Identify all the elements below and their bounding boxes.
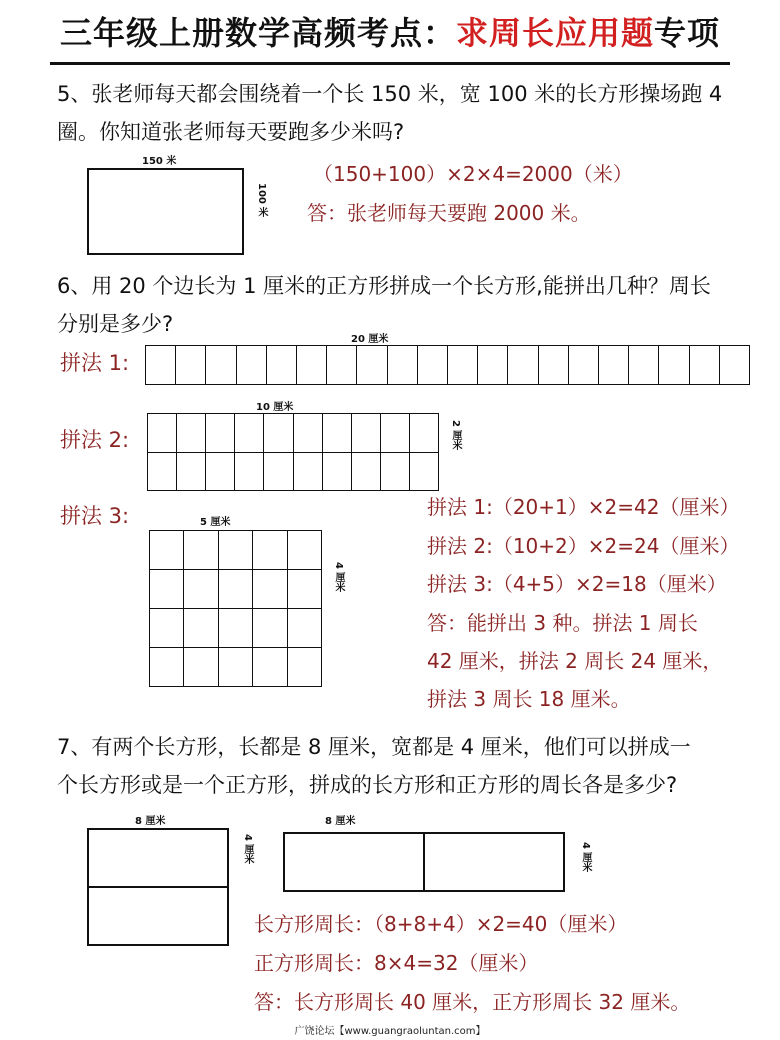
unit-square	[410, 453, 439, 492]
unit-square	[148, 414, 177, 453]
q6-method1-label: 拼法 1:	[60, 351, 130, 375]
unit-square	[327, 346, 357, 385]
unit-square	[690, 346, 720, 385]
unit-square	[288, 570, 322, 609]
unit-square	[146, 346, 176, 385]
q6-method1-grid	[145, 345, 750, 385]
unit-square	[184, 609, 218, 648]
title-underline	[50, 62, 730, 65]
q7-figb-width: 4 厘米	[580, 842, 591, 873]
unit-square	[219, 648, 253, 687]
q7-long-rect-left	[283, 832, 425, 892]
q7-figa-length: 8 厘米	[135, 816, 166, 827]
q6-method3-width: 4 厘米	[333, 562, 344, 593]
footer-source: 广饶论坛【www.guangraoluntan.com】	[294, 1026, 486, 1037]
q7-figb-length: 8 厘米	[325, 816, 356, 827]
unit-square	[184, 531, 218, 570]
unit-square	[206, 414, 235, 453]
q5-text-line2: 圈。你知道张老师每天要跑多少米吗?	[57, 120, 405, 144]
unit-square	[150, 609, 184, 648]
q6-calc2: 拼法 2:（10+2）×2=24（厘米）	[427, 534, 740, 558]
unit-square	[235, 414, 264, 453]
unit-square	[599, 346, 629, 385]
unit-square	[478, 346, 508, 385]
q5-width-label: 100 米	[256, 183, 267, 218]
unit-square	[720, 346, 750, 385]
q7-text-line1: 7、有两个长方形，长都是 8 厘米，宽都是 4 厘米，他们可以拼成一	[57, 735, 691, 759]
title-colon: ：	[422, 14, 456, 52]
q5-answer: 答：张老师每天要跑 2000 米。	[307, 201, 591, 225]
unit-square	[253, 570, 287, 609]
q6-method3-grid	[149, 530, 322, 687]
unit-square	[177, 453, 206, 492]
unit-square	[629, 346, 659, 385]
unit-square	[219, 570, 253, 609]
q6-method1-length: 20 厘米	[351, 334, 389, 345]
unit-square	[206, 346, 236, 385]
q6-method2-grid	[147, 413, 439, 491]
unit-square	[323, 453, 352, 492]
q7-square-bottom-rect	[87, 886, 229, 946]
unit-square	[264, 414, 293, 453]
unit-square	[177, 414, 206, 453]
q6-method2-label: 拼法 2:	[60, 428, 130, 452]
q5-text-line1: 5、张老师每天都会围绕着一个长 150 米，宽 100 米的长方形操场跑 4	[57, 82, 723, 106]
q7-long-rect-right	[423, 832, 565, 892]
q7-text-line2: 个长方形或是一个正方形，拼成的长方形和正方形的周长各是多少?	[57, 773, 678, 797]
title-main: 三年级上册数学高频考点	[59, 14, 423, 52]
q6-calc3: 拼法 3:（4+5）×2=18（厘米）	[427, 572, 727, 596]
q6-method3-label: 拼法 3:	[60, 504, 130, 528]
unit-square	[410, 414, 439, 453]
unit-square	[150, 531, 184, 570]
q7-calc-rectangle: 长方形周长：（8+8+4）×2=40（厘米）	[254, 912, 628, 936]
title-topic: 求周长应用题	[456, 14, 655, 52]
unit-square	[294, 414, 323, 453]
unit-square	[148, 453, 177, 492]
unit-square	[448, 346, 478, 385]
q7-figa-width: 4 厘米	[242, 834, 253, 865]
unit-square	[352, 453, 381, 492]
unit-square	[253, 609, 287, 648]
q7-square-top-rect	[87, 828, 229, 888]
unit-square	[381, 414, 410, 453]
unit-square	[184, 648, 218, 687]
unit-square	[323, 414, 352, 453]
unit-square	[206, 453, 235, 492]
page-title	[0, 8, 780, 54]
q6-method3-length: 5 厘米	[200, 517, 231, 528]
q6-answer-line1: 答：能拼出 3 种。拼法 1 周长	[427, 611, 698, 635]
q7-calc-square: 正方形周长：8×4=32（厘米）	[254, 951, 539, 975]
title-suffix: 专项	[654, 14, 721, 52]
unit-square	[253, 648, 287, 687]
unit-square	[357, 346, 387, 385]
unit-square	[539, 346, 569, 385]
unit-square	[253, 531, 287, 570]
q6-text-line1: 6、用 20 个边长为 1 厘米的正方形拼成一个长方形,能拼出几种？周长	[57, 274, 711, 298]
q7-answer: 答：长方形周长 40 厘米，正方形周长 32 厘米。	[254, 990, 691, 1014]
unit-square	[237, 346, 267, 385]
unit-square	[569, 346, 599, 385]
unit-square	[288, 609, 322, 648]
unit-square	[388, 346, 418, 385]
unit-square	[219, 531, 253, 570]
unit-square	[381, 453, 410, 492]
unit-square	[150, 570, 184, 609]
unit-square	[288, 531, 322, 570]
unit-square	[297, 346, 327, 385]
q5-field-rectangle	[87, 168, 244, 255]
unit-square	[176, 346, 206, 385]
unit-square	[184, 570, 218, 609]
q6-answer-line3: 拼法 3 周长 18 厘米。	[427, 687, 631, 711]
unit-square	[150, 648, 184, 687]
q6-method2-width: 2 厘米	[450, 420, 461, 451]
unit-square	[267, 346, 297, 385]
unit-square	[659, 346, 689, 385]
unit-square	[219, 609, 253, 648]
unit-square	[235, 453, 264, 492]
unit-square	[418, 346, 448, 385]
unit-square	[294, 453, 323, 492]
unit-square	[264, 453, 293, 492]
unit-square	[288, 648, 322, 687]
q6-answer-line2: 42 厘米，拼法 2 周长 24 厘米，	[427, 649, 723, 673]
q6-method2-length: 10 厘米	[256, 402, 294, 413]
q6-calc1: 拼法 1:（20+1）×2=42（厘米）	[427, 495, 740, 519]
q6-text-line2: 分别是多少?	[57, 312, 174, 336]
unit-square	[508, 346, 538, 385]
unit-square	[352, 414, 381, 453]
q5-calculation: （150+100）×2×4=2000（米）	[313, 162, 633, 186]
q5-length-label: 150 米	[142, 156, 177, 167]
